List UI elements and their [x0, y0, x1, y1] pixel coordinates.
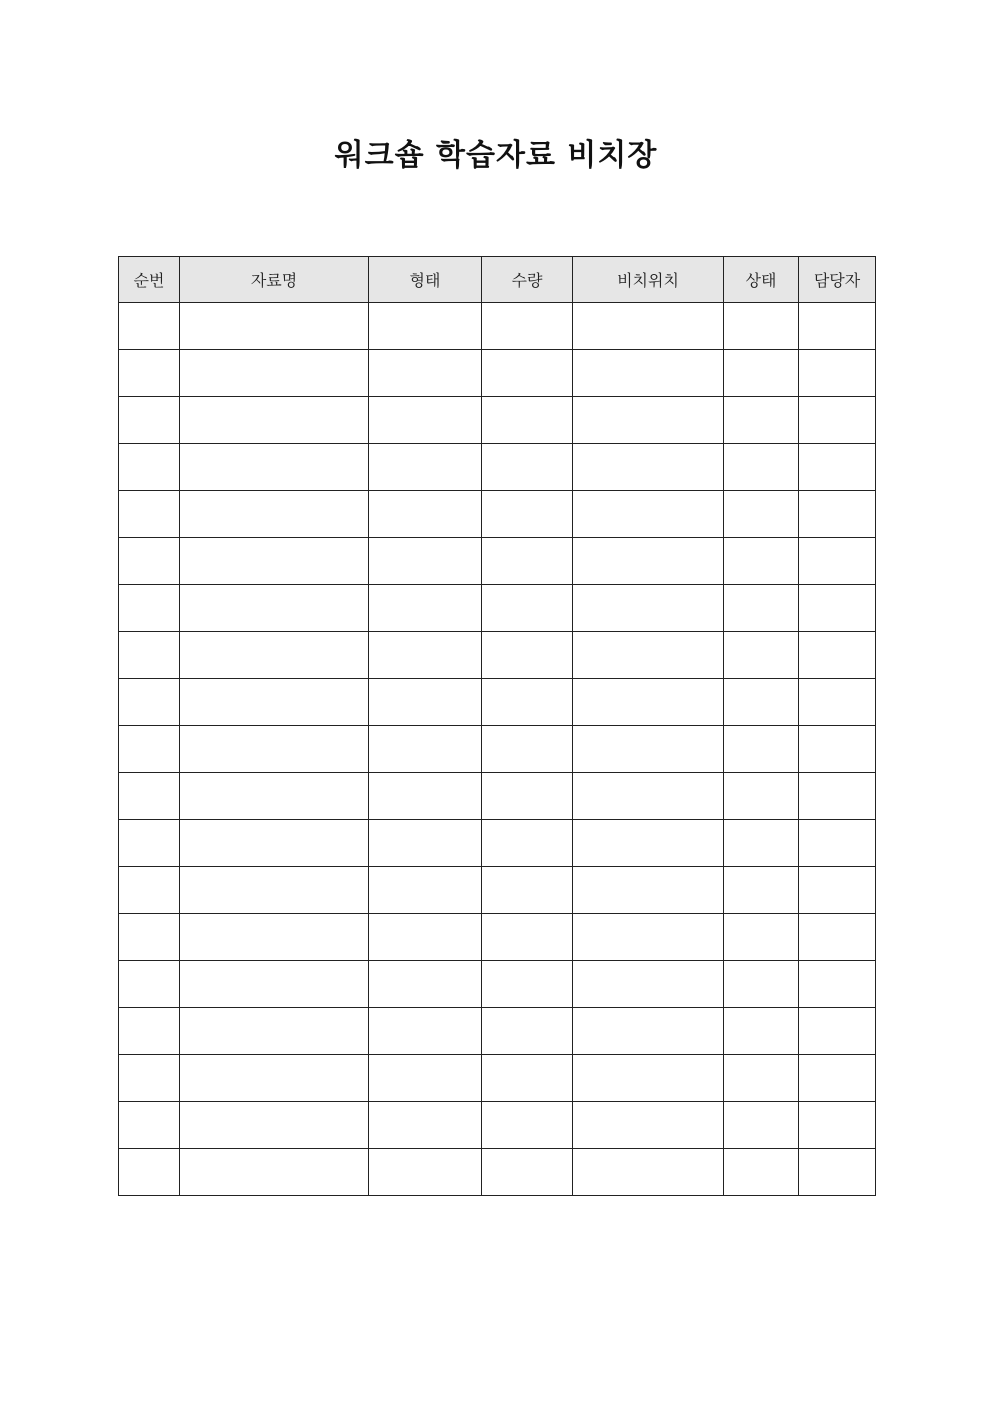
table-row: [119, 397, 876, 444]
column-header-location: 비치위치: [573, 257, 724, 303]
cell-number[interactable]: [119, 726, 180, 773]
cell-quantity[interactable]: [482, 585, 573, 632]
column-header-condition: 상태: [724, 257, 799, 303]
table-row: [119, 1008, 876, 1055]
cell-number[interactable]: [119, 585, 180, 632]
cell-format[interactable]: [369, 1055, 482, 1102]
cell-manager[interactable]: [799, 444, 876, 491]
column-header-manager: 담당자: [799, 257, 876, 303]
cell-location[interactable]: [573, 961, 724, 1008]
cell-material-name[interactable]: [180, 820, 369, 867]
cell-number[interactable]: [119, 538, 180, 585]
column-header-quantity: 수량: [482, 257, 573, 303]
cell-condition[interactable]: [724, 1055, 799, 1102]
cell-condition[interactable]: [724, 867, 799, 914]
cell-number[interactable]: [119, 491, 180, 538]
cell-location[interactable]: [573, 820, 724, 867]
cell-material-name[interactable]: [180, 632, 369, 679]
cell-format[interactable]: [369, 444, 482, 491]
cell-manager[interactable]: [799, 773, 876, 820]
cell-manager[interactable]: [799, 397, 876, 444]
cell-quantity[interactable]: [482, 1102, 573, 1149]
cell-material-name[interactable]: [180, 350, 369, 397]
cell-material-name[interactable]: [180, 679, 369, 726]
cell-quantity[interactable]: [482, 820, 573, 867]
cell-number[interactable]: [119, 1055, 180, 1102]
cell-material-name[interactable]: [180, 1149, 369, 1196]
cell-condition[interactable]: [724, 726, 799, 773]
cell-location[interactable]: [573, 1149, 724, 1196]
cell-location[interactable]: [573, 773, 724, 820]
cell-material-name[interactable]: [180, 538, 369, 585]
cell-location[interactable]: [573, 585, 724, 632]
cell-quantity[interactable]: [482, 914, 573, 961]
cell-material-name[interactable]: [180, 867, 369, 914]
cell-condition[interactable]: [724, 444, 799, 491]
cell-manager[interactable]: [799, 914, 876, 961]
cell-condition[interactable]: [724, 585, 799, 632]
cell-material-name[interactable]: [180, 1055, 369, 1102]
cell-location[interactable]: [573, 491, 724, 538]
cell-format[interactable]: [369, 679, 482, 726]
cell-quantity[interactable]: [482, 1008, 573, 1055]
cell-location[interactable]: [573, 1102, 724, 1149]
cell-location[interactable]: [573, 444, 724, 491]
cell-format[interactable]: [369, 397, 482, 444]
table-row: [119, 1102, 876, 1149]
cell-number[interactable]: [119, 961, 180, 1008]
cell-condition[interactable]: [724, 914, 799, 961]
table-body: [119, 303, 876, 1196]
table-row: [119, 538, 876, 585]
cell-location[interactable]: [573, 350, 724, 397]
cell-number[interactable]: [119, 679, 180, 726]
table-row: [119, 444, 876, 491]
document-title: 워크숍 학습자료 비치장: [334, 138, 658, 173]
cell-condition[interactable]: [724, 350, 799, 397]
cell-format[interactable]: [369, 726, 482, 773]
column-header-format: 형태: [369, 257, 482, 303]
table-row: [119, 914, 876, 961]
cell-quantity[interactable]: [482, 867, 573, 914]
cell-quantity[interactable]: [482, 773, 573, 820]
cell-manager[interactable]: [799, 303, 876, 350]
column-header-number: 순번: [119, 257, 180, 303]
table-row: [119, 867, 876, 914]
header-row: [119, 257, 876, 303]
cell-material-name[interactable]: [180, 773, 369, 820]
cell-quantity[interactable]: [482, 1055, 573, 1102]
cell-format[interactable]: [369, 914, 482, 961]
material-register-table: [118, 256, 876, 1196]
table-row: [119, 632, 876, 679]
cell-number[interactable]: [119, 303, 180, 350]
cell-format[interactable]: [369, 820, 482, 867]
cell-quantity[interactable]: [482, 538, 573, 585]
cell-condition[interactable]: [724, 1149, 799, 1196]
cell-quantity[interactable]: [482, 726, 573, 773]
cell-condition[interactable]: [724, 303, 799, 350]
table-row: [119, 679, 876, 726]
cell-condition[interactable]: [724, 538, 799, 585]
cell-number[interactable]: [119, 444, 180, 491]
cell-location[interactable]: [573, 1008, 724, 1055]
table-row: [119, 726, 876, 773]
cell-condition[interactable]: [724, 1102, 799, 1149]
cell-format[interactable]: [369, 1102, 482, 1149]
cell-material-name[interactable]: [180, 726, 369, 773]
cell-number[interactable]: [119, 1149, 180, 1196]
cell-manager[interactable]: [799, 1149, 876, 1196]
cell-manager[interactable]: [799, 1102, 876, 1149]
cell-location[interactable]: [573, 303, 724, 350]
cell-manager[interactable]: [799, 726, 876, 773]
cell-manager[interactable]: [799, 820, 876, 867]
cell-quantity[interactable]: [482, 444, 573, 491]
table-row: [119, 773, 876, 820]
cell-quantity[interactable]: [482, 303, 573, 350]
cell-manager[interactable]: [799, 350, 876, 397]
cell-number[interactable]: [119, 397, 180, 444]
cell-format[interactable]: [369, 1149, 482, 1196]
table-row: [119, 1149, 876, 1196]
cell-quantity[interactable]: [482, 350, 573, 397]
cell-number[interactable]: [119, 914, 180, 961]
table-row: [119, 303, 876, 350]
cell-number[interactable]: [119, 1008, 180, 1055]
table-row: [119, 820, 876, 867]
cell-quantity[interactable]: [482, 491, 573, 538]
cell-material-name[interactable]: [180, 397, 369, 444]
cell-location[interactable]: [573, 538, 724, 585]
cell-number[interactable]: [119, 867, 180, 914]
cell-location[interactable]: [573, 867, 724, 914]
cell-format[interactable]: [369, 585, 482, 632]
cell-number[interactable]: [119, 632, 180, 679]
table-row: [119, 491, 876, 538]
cell-location[interactable]: [573, 914, 724, 961]
cell-location[interactable]: [573, 632, 724, 679]
cell-location[interactable]: [573, 679, 724, 726]
cell-condition[interactable]: [724, 632, 799, 679]
cell-manager[interactable]: [799, 538, 876, 585]
table-row: [119, 585, 876, 632]
cell-material-name[interactable]: [180, 585, 369, 632]
cell-material-name[interactable]: [180, 444, 369, 491]
cell-quantity[interactable]: [482, 1149, 573, 1196]
cell-manager[interactable]: [799, 1008, 876, 1055]
cell-manager[interactable]: [799, 585, 876, 632]
cell-material-name[interactable]: [180, 491, 369, 538]
cell-format[interactable]: [369, 867, 482, 914]
cell-material-name[interactable]: [180, 961, 369, 1008]
cell-manager[interactable]: [799, 491, 876, 538]
cell-condition[interactable]: [724, 679, 799, 726]
cell-material-name[interactable]: [180, 914, 369, 961]
cell-manager[interactable]: [799, 679, 876, 726]
cell-number[interactable]: [119, 820, 180, 867]
cell-format[interactable]: [369, 303, 482, 350]
cell-location[interactable]: [573, 1055, 724, 1102]
cell-location[interactable]: [573, 397, 724, 444]
cell-quantity[interactable]: [482, 397, 573, 444]
table-row: [119, 961, 876, 1008]
cell-manager[interactable]: [799, 961, 876, 1008]
cell-format[interactable]: [369, 1008, 482, 1055]
cell-condition[interactable]: [724, 773, 799, 820]
table-header: [119, 257, 876, 303]
cell-condition[interactable]: [724, 961, 799, 1008]
cell-condition[interactable]: [724, 1008, 799, 1055]
cell-format[interactable]: [369, 491, 482, 538]
cell-format[interactable]: [369, 632, 482, 679]
cell-format[interactable]: [369, 350, 482, 397]
cell-condition[interactable]: [724, 820, 799, 867]
cell-quantity[interactable]: [482, 961, 573, 1008]
cell-condition[interactable]: [724, 397, 799, 444]
cell-location[interactable]: [573, 726, 724, 773]
cell-format[interactable]: [369, 961, 482, 1008]
cell-material-name[interactable]: [180, 303, 369, 350]
column-header-material-name: 자료명: [180, 257, 369, 303]
cell-format[interactable]: [369, 773, 482, 820]
cell-material-name[interactable]: [180, 1008, 369, 1055]
cell-format[interactable]: [369, 538, 482, 585]
cell-material-name[interactable]: [180, 1102, 369, 1149]
table-row: [119, 1055, 876, 1102]
cell-quantity[interactable]: [482, 632, 573, 679]
cell-manager[interactable]: [799, 632, 876, 679]
table-row: [119, 350, 876, 397]
cell-manager[interactable]: [799, 867, 876, 914]
cell-number[interactable]: [119, 773, 180, 820]
cell-quantity[interactable]: [482, 679, 573, 726]
cell-number[interactable]: [119, 1102, 180, 1149]
cell-condition[interactable]: [724, 491, 799, 538]
cell-manager[interactable]: [799, 1055, 876, 1102]
cell-number[interactable]: [119, 350, 180, 397]
